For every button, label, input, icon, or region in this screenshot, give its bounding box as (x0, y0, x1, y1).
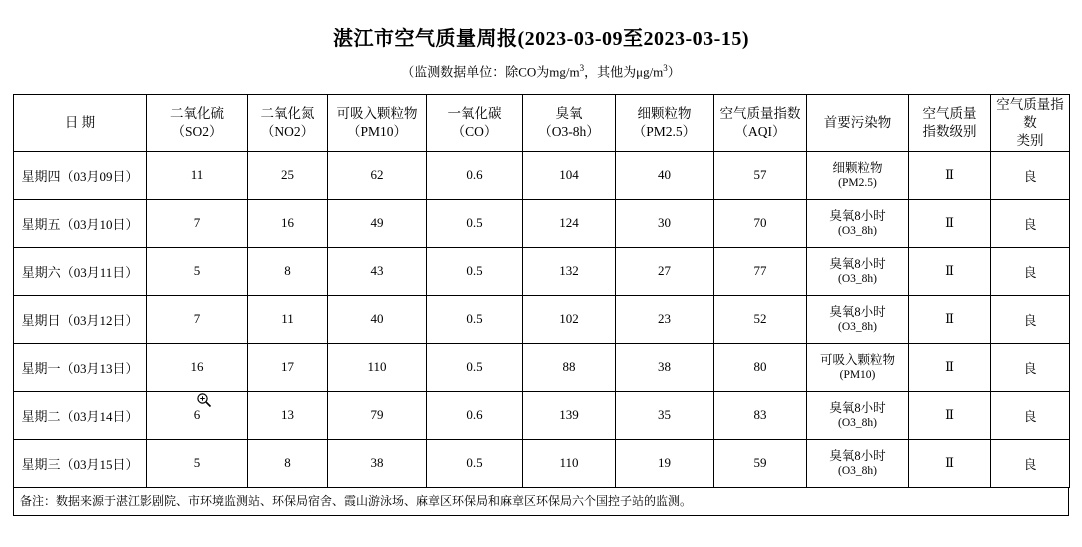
cell-no2: 8 (248, 439, 328, 487)
cell-aqi: 70 (714, 199, 807, 247)
column-header-primary-pollutant-line1: 首要污染物 (823, 114, 892, 130)
cell-no2: 16 (248, 199, 328, 247)
page-title: 湛江市空气质量周报(2023-03-09至2023-03-15) (333, 28, 749, 50)
cell-primary-pollutant-code: (O3_8h) (838, 417, 877, 430)
unit-note-suffix: ） (667, 64, 681, 80)
cell-primary-pollutant-code: (O3_8h) (838, 273, 877, 286)
column-header-aqi-line2: （AQI） (734, 123, 786, 139)
cell-so2: 16 (147, 343, 248, 391)
cell-primary-pollutant-name: 可吸入颗粒物 (819, 352, 895, 367)
column-header-no2-line2: （NO2） (260, 123, 315, 139)
column-header-pm10-line1: 可吸入颗粒物 (336, 105, 418, 121)
cell-primary-pollutant-name: 臭氧8小时 (829, 448, 886, 463)
cell-o3: 124 (523, 199, 616, 247)
column-header-aqi-level-line1: 空气质量 (922, 105, 977, 121)
column-header-co-line1: 一氧化碳 (447, 105, 502, 121)
cell-primary-pollutant-name: 臭氧8小时 (829, 400, 886, 415)
cell-aqi: 83 (714, 391, 807, 439)
cell-aqi-level: Ⅱ (909, 343, 991, 391)
table-row (14, 391, 1070, 439)
column-header-o3-line2: （O3-8h） (538, 123, 600, 139)
column-header-date-line1: 日 期 (64, 114, 96, 130)
cell-pm25: 23 (616, 295, 714, 343)
cell-primary-pollutant-code: (O3_8h) (838, 465, 877, 478)
cell-primary-pollutant (807, 439, 909, 487)
cell-primary-pollutant (807, 151, 909, 199)
table-row (14, 247, 1070, 295)
cell-aqi: 80 (714, 343, 807, 391)
cell-o3: 104 (523, 151, 616, 199)
cell-date: 星期六（03月11日） (14, 247, 147, 295)
cell-no2: 17 (248, 343, 328, 391)
table-row (14, 199, 1070, 247)
cell-co: 0.5 (427, 199, 523, 247)
cell-primary-pollutant (807, 199, 909, 247)
cell-aqi-category: 良 (991, 391, 1070, 439)
column-header-so2-line1: 二氧化硫 (170, 105, 224, 121)
cell-primary-pollutant-code: (O3_8h) (838, 321, 877, 334)
cell-co: 0.5 (427, 247, 523, 295)
unit-note-middle: ，其他为μg/m (584, 64, 664, 80)
column-header-aqi-level (909, 94, 991, 151)
column-header-aqi-level-line2: 指数级别 (922, 123, 977, 139)
cell-primary-pollutant (807, 247, 909, 295)
report-page (0, 27, 1082, 547)
unit-note-prefix: （监测数据单位：除CO为mg/m (401, 64, 580, 80)
measurement-unit-note (0, 63, 1082, 80)
cell-primary-pollutant-code: (O3_8h) (838, 225, 877, 238)
table-row (14, 295, 1070, 343)
cell-pm10: 43 (328, 247, 427, 295)
cell-aqi-level: Ⅱ (909, 391, 991, 439)
cell-aqi-category: 良 (991, 199, 1070, 247)
table-row (14, 151, 1070, 199)
cell-date: 星期三（03月15日） (14, 439, 147, 487)
cell-date: 星期一（03月13日） (14, 343, 147, 391)
air-quality-table (13, 94, 1070, 488)
cell-pm25: 40 (616, 151, 714, 199)
cell-so2: 11 (147, 151, 248, 199)
cell-aqi-category: 良 (991, 439, 1070, 487)
cell-date: 星期五（03月10日） (14, 199, 147, 247)
table-header-row (14, 94, 1070, 151)
cell-pm25: 30 (616, 199, 714, 247)
column-header-co-line2: （CO） (451, 123, 498, 139)
column-header-primary-pollutant (807, 94, 909, 151)
cell-no2: 25 (248, 151, 328, 199)
unit-note-sup-1: 3 (579, 63, 585, 73)
cell-co: 0.5 (427, 343, 523, 391)
cell-date: 星期二（03月14日） (14, 391, 147, 439)
cell-aqi-level: Ⅱ (909, 295, 991, 343)
cell-pm25: 35 (616, 391, 714, 439)
column-header-aqi (714, 94, 807, 151)
cell-no2: 11 (248, 295, 328, 343)
cell-aqi-category: 良 (991, 295, 1070, 343)
cell-pm10: 38 (328, 439, 427, 487)
cell-o3: 102 (523, 295, 616, 343)
cell-primary-pollutant (807, 295, 909, 343)
cell-pm10: 110 (328, 343, 427, 391)
cell-co: 0.5 (427, 295, 523, 343)
cell-aqi: 77 (714, 247, 807, 295)
column-header-so2-line2: （SO2） (171, 123, 223, 139)
table-footnote: 备注：数据来源于湛江影剧院、市环境监测站、环保局宿舍、霞山游泳场、麻章区环保局和麻章区环保局六个国控子站的监测。 (13, 488, 1069, 516)
cell-date: 星期四（03月09日） (14, 151, 147, 199)
cell-so2: 5 (147, 247, 248, 295)
cell-aqi-level: Ⅱ (909, 439, 991, 487)
column-header-date (14, 94, 147, 151)
table-row (14, 343, 1070, 391)
cell-so2: 6 (147, 391, 248, 439)
column-header-aqi-category-line2: 类别 (1016, 133, 1044, 149)
table-row (14, 439, 1070, 487)
cell-co: 0.6 (427, 391, 523, 439)
table-header (14, 94, 1070, 151)
column-header-co (427, 94, 523, 151)
column-header-pm10 (328, 94, 427, 151)
cell-pm10: 40 (328, 295, 427, 343)
cell-pm25: 27 (616, 247, 714, 295)
cell-co: 0.5 (427, 439, 523, 487)
column-header-pm25-line2: （PM2.5） (632, 123, 697, 139)
cell-no2: 8 (248, 247, 328, 295)
cell-primary-pollutant (807, 391, 909, 439)
column-header-aqi-line1: 空气质量指数 (719, 105, 801, 121)
cell-pm25: 19 (616, 439, 714, 487)
cell-primary-pollutant (807, 343, 909, 391)
table-container (13, 94, 1069, 488)
cell-primary-pollutant-name: 臭氧8小时 (829, 304, 886, 319)
column-header-no2-line1: 二氧化氮 (260, 105, 315, 121)
cell-o3: 110 (523, 439, 616, 487)
cell-aqi-category: 良 (991, 151, 1070, 199)
cell-aqi: 52 (714, 295, 807, 343)
cell-o3: 139 (523, 391, 616, 439)
cell-o3: 132 (523, 247, 616, 295)
column-header-so2 (147, 94, 248, 151)
cell-date: 星期日（03月12日） (14, 295, 147, 343)
cell-aqi: 59 (714, 439, 807, 487)
column-header-o3 (523, 94, 616, 151)
cell-aqi-category: 良 (991, 343, 1070, 391)
cell-primary-pollutant-name: 臭氧8小时 (829, 208, 886, 223)
cell-so2: 7 (147, 295, 248, 343)
column-header-o3-line1: 臭氧 (555, 105, 583, 121)
unit-note-sup-2: 3 (663, 63, 668, 73)
cell-aqi-level: Ⅱ (909, 151, 991, 199)
cell-pm25: 38 (616, 343, 714, 391)
cell-aqi-level: Ⅱ (909, 199, 991, 247)
table-body (14, 151, 1070, 487)
column-header-no2 (248, 94, 328, 151)
cell-o3: 88 (523, 343, 616, 391)
cell-so2: 5 (147, 439, 248, 487)
column-header-pm10-line2: （PM10） (346, 123, 407, 139)
column-header-aqi-category (991, 94, 1070, 151)
cell-aqi: 57 (714, 151, 807, 199)
column-header-aqi-category-line1: 空气质量指数 (996, 96, 1064, 130)
cell-pm10: 62 (328, 151, 427, 199)
cell-aqi-level: Ⅱ (909, 247, 991, 295)
cell-so2: 7 (147, 199, 248, 247)
cell-primary-pollutant-name: 细颗粒物 (832, 160, 883, 175)
cell-aqi-category: 良 (991, 247, 1070, 295)
cell-primary-pollutant-code: (PM10) (839, 369, 876, 382)
cell-pm10: 79 (328, 391, 427, 439)
cell-primary-pollutant-code: (PM2.5) (838, 177, 877, 190)
cell-no2: 13 (248, 391, 328, 439)
column-header-pm25 (616, 94, 714, 151)
column-header-pm25-line1: 细颗粒物 (637, 105, 692, 121)
cell-primary-pollutant-name: 臭氧8小时 (829, 256, 886, 271)
cell-co: 0.6 (427, 151, 523, 199)
cell-pm10: 49 (328, 199, 427, 247)
